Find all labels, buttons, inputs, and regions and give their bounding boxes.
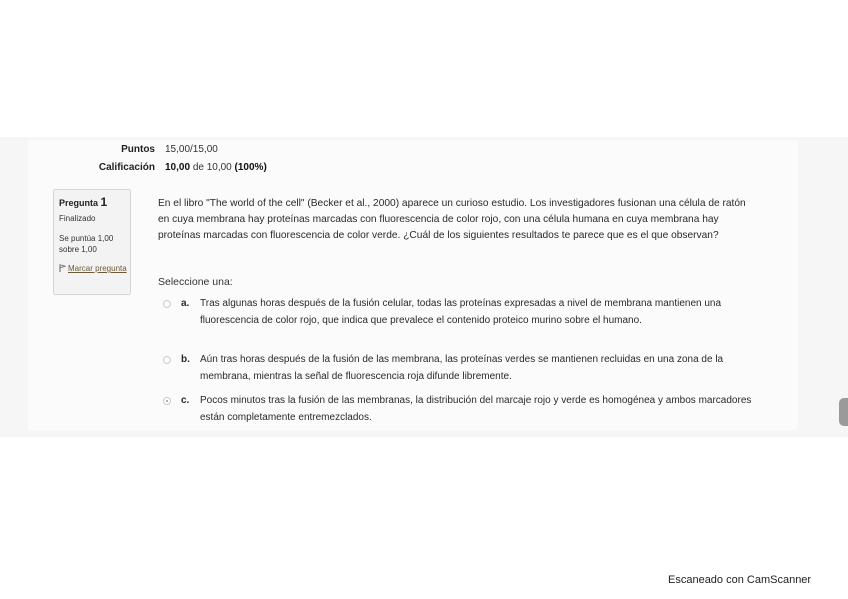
grade-label: Calificación (98, 162, 155, 173)
question-text: En el libro "The world of the cell" (Becker et al., 2000) aparece un curioso estudio. Los investigadores fusionan una célula de ratón en cuya membrana hay proteínas marcadas con fluorescencia de color rojo, con una célula humana en cuya membrana hay proteínas marcadas con fluorescencia de color verde. ¿Cuál de los siguientes resultados te parece que es el que observan? (158, 198, 746, 242)
option-text: Aún tras horas después de la fusión de las membrana, las proteínas verdes se mantienen recluidas en una zona de la membrana, mientras la señal de fluorescencia roja difunde libremente. (200, 354, 724, 382)
question-state: Finalizado (59, 214, 96, 223)
grade-score: 10,00 (165, 162, 191, 173)
radio-icon-selected[interactable] (163, 397, 171, 405)
option-text: Tras algunas horas después de la fusión celular, todas las proteínas expresadas a nivel de membrana mantienen una fluorescencia de color rojo, que indica que prevalece el contenido proteico murino sobre el humano. (200, 298, 722, 326)
flag-icon (59, 264, 66, 272)
camscanner-watermark: Escaneado con CamScanner (668, 574, 812, 586)
quiz-review-panel (28, 140, 798, 430)
question-info-box (53, 189, 131, 295)
option-letter: c. (181, 395, 190, 406)
points-value: 15,00/15,00 (165, 144, 218, 155)
option-letter: b. (181, 354, 190, 365)
option-text: Pocos minutos tras la fusión de las membranas, la distribución del marcaje rojo y verde es homogénea y ambos marcadores están completamente entremezclados. (200, 395, 752, 423)
grade-value (165, 162, 267, 173)
grade-percent: (100%) (234, 162, 267, 173)
scan-edge-mark (839, 398, 848, 426)
question-title (59, 195, 107, 209)
question-grade: Se puntúa 1,00 sobre 1,00 (59, 234, 114, 254)
question-word: Pregunta (59, 198, 99, 208)
radio-icon[interactable] (163, 356, 171, 364)
question-number: 1 (100, 195, 108, 209)
select-prompt: Seleccione una: (158, 276, 233, 288)
flag-question-label: Marcar pregunta (68, 264, 127, 273)
option-letter: a. (181, 298, 190, 309)
points-label: Puntos (121, 144, 155, 155)
grade-max: de 10,00 (192, 162, 232, 173)
radio-icon[interactable] (163, 300, 171, 308)
flag-question-link[interactable] (59, 264, 129, 274)
